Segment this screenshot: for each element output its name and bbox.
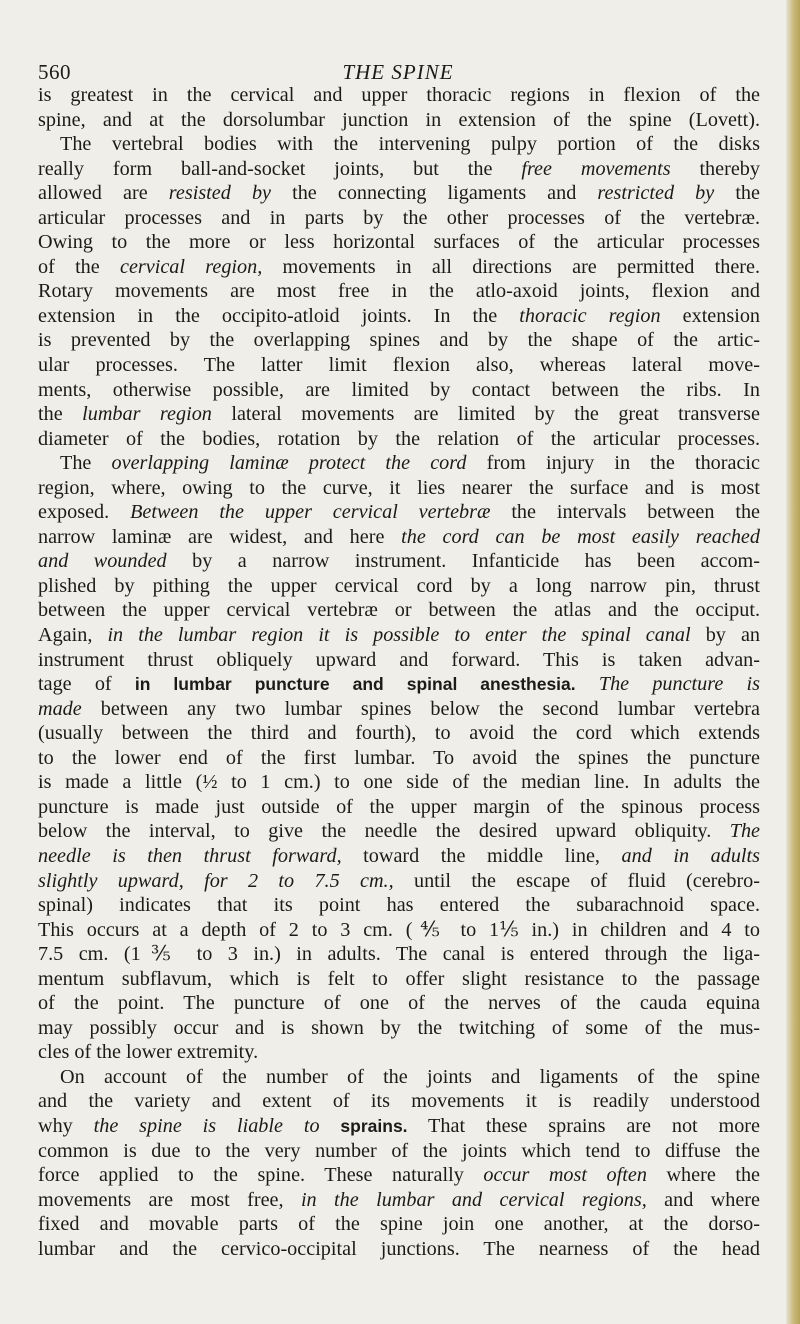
- text-line: and the variety and extent of its movements it is readily understood: [38, 1090, 760, 1113]
- text-line: is greatest in the cervical and upper thoracic regions in flexion of the: [38, 84, 760, 106]
- text-line: Owing to the more or less horizontal surfaces of the articular processes: [38, 231, 760, 254]
- text-line: plished by pithing the upper cervical cord by a long narrow pin, thrust: [38, 574, 760, 597]
- text-line: ular processes. The latter limit flexion also, whereas lateral move-: [38, 354, 760, 377]
- text-line: why the spine is liable to sprains. That these sprains are not more: [38, 1114, 760, 1137]
- text-line: diameter of the bodies, rotation by the relation of the articular processes.: [38, 427, 760, 450]
- page-edge: [786, 0, 800, 1324]
- text-line: articular processes and in parts by the other processes of the vertebræ.: [38, 206, 760, 229]
- text-line: (usually between the third and fourth), to avoid the cord which extends: [38, 722, 760, 745]
- text-line: below the interval, to give the needle the desired upward obliquity. The: [38, 820, 760, 843]
- text-line: of the point. The puncture of one of the nerves of the cauda equina: [38, 992, 760, 1015]
- text-line: the lumbar region lateral movements are limited by the great transverse: [38, 403, 760, 426]
- text-line: to the lower end of the first lumbar. To avoid the spines the puncture: [38, 746, 760, 769]
- text-line: This occurs at a depth of 2 to 3 cm. (⅘ to 1⅕ in.) in children and 4 to: [38, 918, 760, 941]
- text-line: Rotary movements are most free in the atlo-axoid joints, flexion and: [38, 280, 760, 303]
- text-line: made between any two lumbar spines below the second lumbar vertebra: [38, 697, 760, 720]
- text-line: and wounded by a narrow instrument. Infanticide has been accom-: [38, 550, 760, 573]
- running-head: THE SPINE: [342, 60, 454, 84]
- text-line: allowed are resisted by the connecting ligaments and restricted by the: [38, 182, 760, 205]
- text-line: really form ball-and-socket joints, but the free movements thereby: [38, 157, 760, 180]
- text-line: The overlapping laminæ protect the cord from injury in the thoracic: [60, 452, 760, 475]
- text-line: movements are most free, in the lumbar and cervical regions, and where: [38, 1188, 760, 1211]
- text-line: between the upper cervical vertebræ or between the atlas and the occiput.: [38, 599, 760, 622]
- body-text: [38, 83, 760, 1261]
- text-line: is made a little (½ to 1 cm.) to one side of the median line. In adults the: [38, 771, 760, 794]
- text-line: cles of the lower extremity.: [38, 1041, 259, 1064]
- text-line: of the cervical region, movements in all directions are permitted there.: [38, 255, 761, 278]
- text-line: needle is then thrust forward, toward the middle line, and in adults: [38, 844, 760, 867]
- text-line: narrow laminæ are widest, and here the cord can be most easily reached: [38, 525, 760, 548]
- text-line: is prevented by the overlapping spines and by the shape of the artic-: [38, 329, 760, 352]
- text-line: Again, in the lumbar region it is possible to enter the spinal canal by an: [38, 624, 760, 647]
- text-line: 7.5 cm. (1⅗ to 3 in.) in adults. The canal is entered through the liga-: [38, 943, 760, 966]
- text-line: may possibly occur and is shown by the twitching of some of the mus-: [38, 1016, 760, 1039]
- text-line: lumbar and the cervico-occipital junctions. The nearness of the head: [38, 1237, 760, 1260]
- text-line: tage of in lumbar puncture and spinal anesthesia. The puncture is: [38, 673, 760, 696]
- text-line: The vertebral bodies with the intervening pulpy portion of the disks: [60, 133, 760, 156]
- text-line: common is due to the very number of the joints which tend to diffuse the: [38, 1139, 760, 1162]
- text-line: exposed. Between the upper cervical vertebræ the intervals between the: [38, 501, 761, 524]
- text-line: instrument thrust obliquely upward and forward. This is taken advan-: [38, 648, 760, 671]
- page-number: 560: [38, 60, 71, 84]
- text-line: region, where, owing to the curve, it lies nearer the surface and is most: [38, 476, 760, 499]
- text-line: extension in the occipito-atloid joints. In the thoracic region extension: [38, 304, 761, 327]
- text-line: puncture is made just outside of the upper margin of the spinous process: [38, 795, 760, 818]
- text-line: fixed and movable parts of the spine join one another, at the dorso-: [38, 1213, 760, 1236]
- text-line: force applied to the spine. These naturally occur most often where the: [38, 1164, 760, 1187]
- text-line: ments, otherwise possible, are limited by contact between the ribs. In: [38, 378, 760, 401]
- text-line: spine, and at the dorsolumbar junction in extension of the spine (Lovett).: [38, 108, 760, 131]
- text-line: slightly upward, for 2 to 7.5 cm., until the escape of fluid (cerebro-: [38, 869, 760, 892]
- text-line: spinal) indicates that its point has entered the subarachnoid space.: [38, 894, 760, 917]
- text-line: mentum subflavum, which is felt to offer slight resistance to the passage: [38, 967, 760, 990]
- text-line: On account of the number of the joints and ligaments of the spine: [60, 1065, 760, 1088]
